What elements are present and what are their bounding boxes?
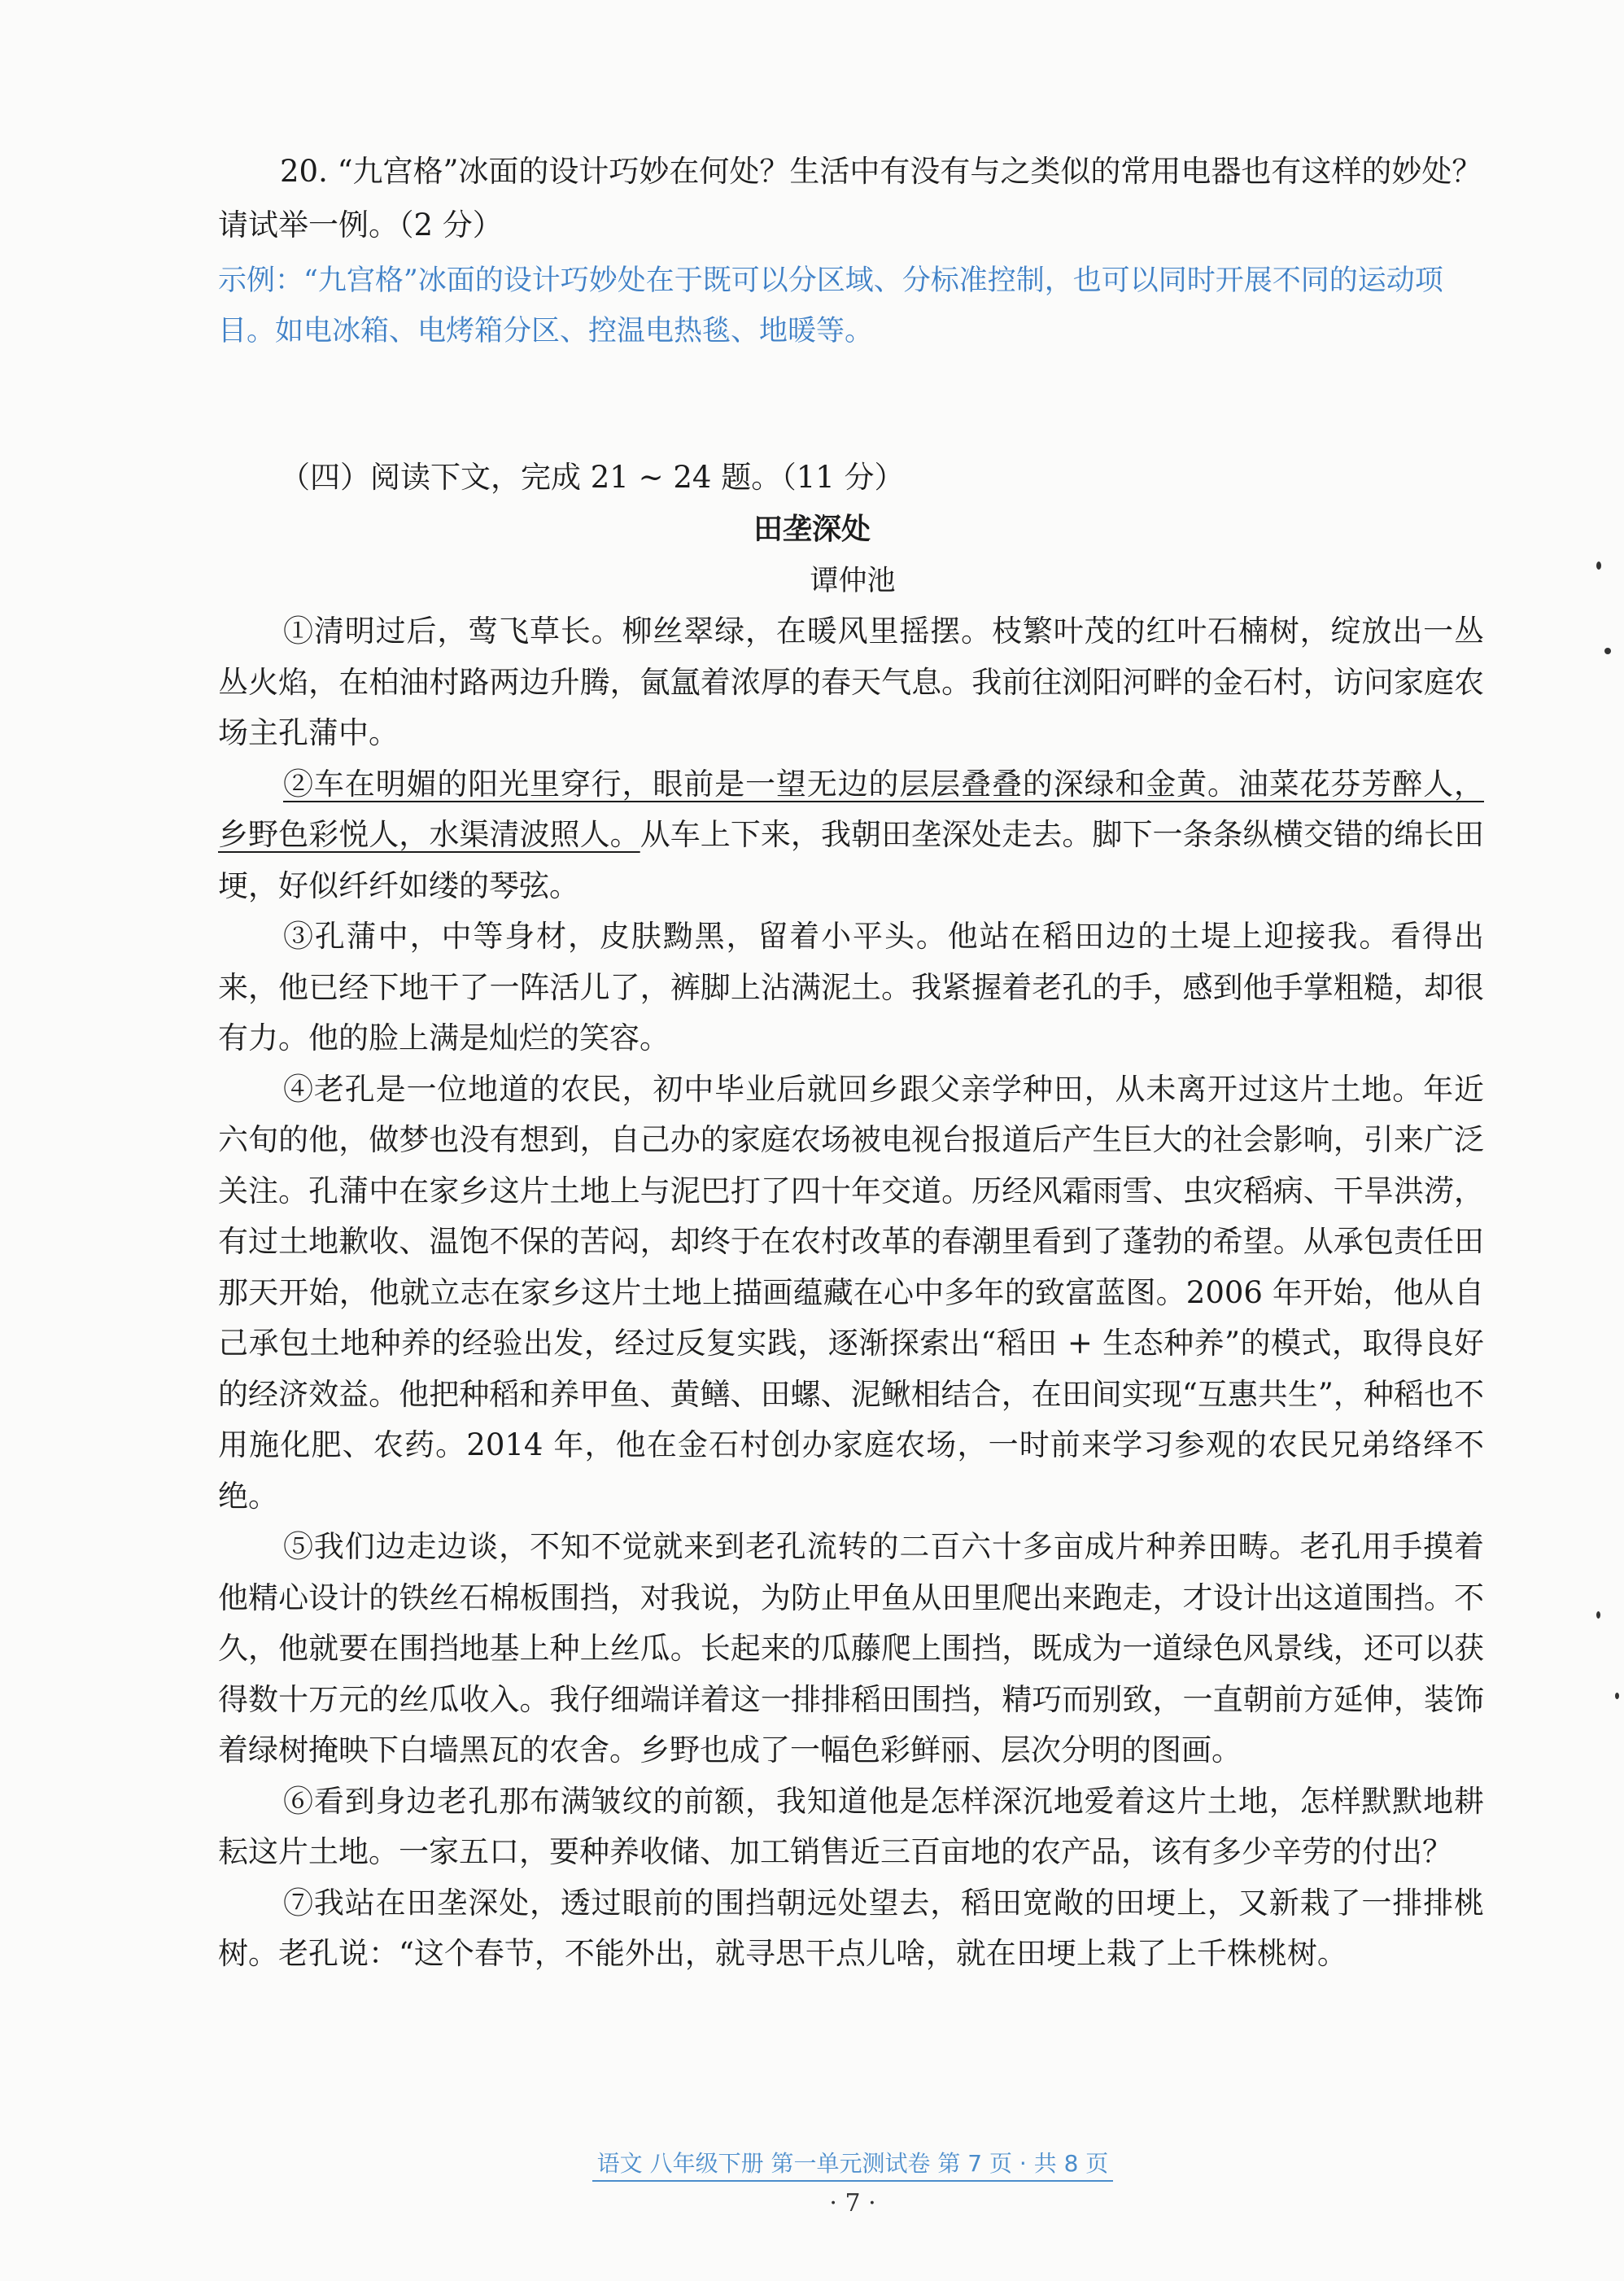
- question-20: 20. “九宫格”冰面的设计巧妙在何处？生活中有没有与之类似的常用电器也有这样的妙处？请试举一例。（2 分）: [218, 154, 1482, 243]
- question-20-answer: 示例：“九宫格”冰面的设计巧妙处在于既可以分区域、分标准控制，也可以同时开展不同的运动项目。如电冰箱、电烤箱分区、控温电热毯、地暖等。: [218, 264, 1443, 347]
- paragraph-1: ①清明过后，莺飞草长。柳丝翠绿，在暖风里摇摆。枝繁叶茂的红叶石楠树，绽放出一丛丛火焰，在柏油村路两边升腾，氤氲着浓厚的春天气息。我前往浏阳河畔的金石村，访问家庭农场主孔蒲中。: [218, 614, 1484, 750]
- paragraph-5: ⑤我们边走边谈，不知不觉就来到老孔流转的二百六十多亩成片种养田畴。老孔用手摸着他精心设计的铁丝石棉板围挡，对我说，为防止甲鱼从田里爬出来跑走，才设计出这道围挡。不久，他就要在围挡地基上种上丝瓜。长起来的瓜藤爬上围挡，既成为一道绿色风景线，还可以获得数十万元的丝瓜收入。我仔细端详着这一排排稻田围挡，精巧而别致，一直朝前方延伸，装饰着绿树掩映下白墙黑瓦的农舍。乡野也成了一幅色彩鲜丽、层次分明的图画。: [218, 1529, 1484, 1768]
- paragraph-6: ⑥看到身边老孔那布满皱纹的前额，我知道他是怎样深沉地爱着这片土地，怎样默默地耕耘这片土地。一家五口，要种养收储、加工销售近三百亩地的农产品，该有多少辛劳的付出？: [218, 1783, 1484, 1869]
- section-heading: （四）阅读下文，完成 21 ~ 24 题。（11 分）: [280, 460, 905, 495]
- scan-speck: [1596, 562, 1601, 570]
- paragraph-4: ④老孔是一位地道的农民，初中毕业后就回乡跟父亲学种田，从未离开过这片土地。年近六旬的他，做梦也没有想到，自己办的家庭农场被电视台报道后产生巨大的社会影响，引来广泛关注。孔蒲中在家乡这片土地上与泥巴打了四十年交道。历经风霜雨雪、虫灾稻病、干旱洪涝，有过土地歉收、温饱不保的苦闷，却终于在农村改革的春潮里看到了蓬勃的希望。从承包责任田那天开始，他就立志在家乡这片土地上描画蕴藏在心中多年的致富蓝图。2006 年开始，他从自己承包土地种养的经验出发，经过反复实践，逐渐探索出“稻田 + 生态种养”的模式，取得良好的经济效益。他把种稻和养甲鱼、黄鳝、田螺、泥鳅相结合，在田间实现“互惠共生”，种稻也不用施化肥、农药。2014 年，他在金石村创办家庭农场，一时前来学习参观的农民兄弟络绎不绝。: [218, 1071, 1484, 1514]
- article-author: 谭仲池: [810, 565, 896, 597]
- page-footer: [0, 2146, 1624, 2178]
- paragraph-3: ③孔蒲中，中等身材，皮肤黝黑，留着小平头。他站在稻田边的土堤上迎接我。看得出来，他已经下地干了一阵活儿了，裤脚上沾满泥土。我紧握着老孔的手，感到他手掌粗糙，却很有力。他的脸上满是灿烂的笑容。: [218, 919, 1484, 1055]
- article-title: 田垄深处: [753, 513, 871, 546]
- footer-text: 语文 八年级下册 第一单元测试卷 第 7 页 · 共 8 页: [592, 2150, 1114, 2182]
- scan-speck: [1596, 1611, 1600, 1619]
- scan-speck: [1615, 1693, 1619, 1699]
- scan-speck: [1604, 648, 1611, 654]
- underlined-sentence: ②车在明媚的阳光里穿行，眼前是一望无边的层层叠叠的深绿和金黄。油菜花芬芳醉人，乡野色彩悦人，水渠清波照人。: [218, 766, 1484, 852]
- paragraph-7: ⑦我站在田垄深处，透过眼前的围挡朝远处望去，稻田宽敞的田埂上，又新栽了一排排桃树。老孔说：“这个春节，不能外出，就寻思干点儿啥，就在田埂上栽了上千株桃树。: [218, 1885, 1484, 1971]
- article-body: [218, 606, 1484, 1980]
- paragraph-2: [218, 759, 1484, 912]
- paragraph-2-rest: 从车上下来，我朝田垄深处走去。脚下一条条纵横交错的绵长田埂，好似纤纤如缕的琴弦。: [218, 817, 1485, 903]
- page-number: · 7 ·: [829, 2189, 876, 2218]
